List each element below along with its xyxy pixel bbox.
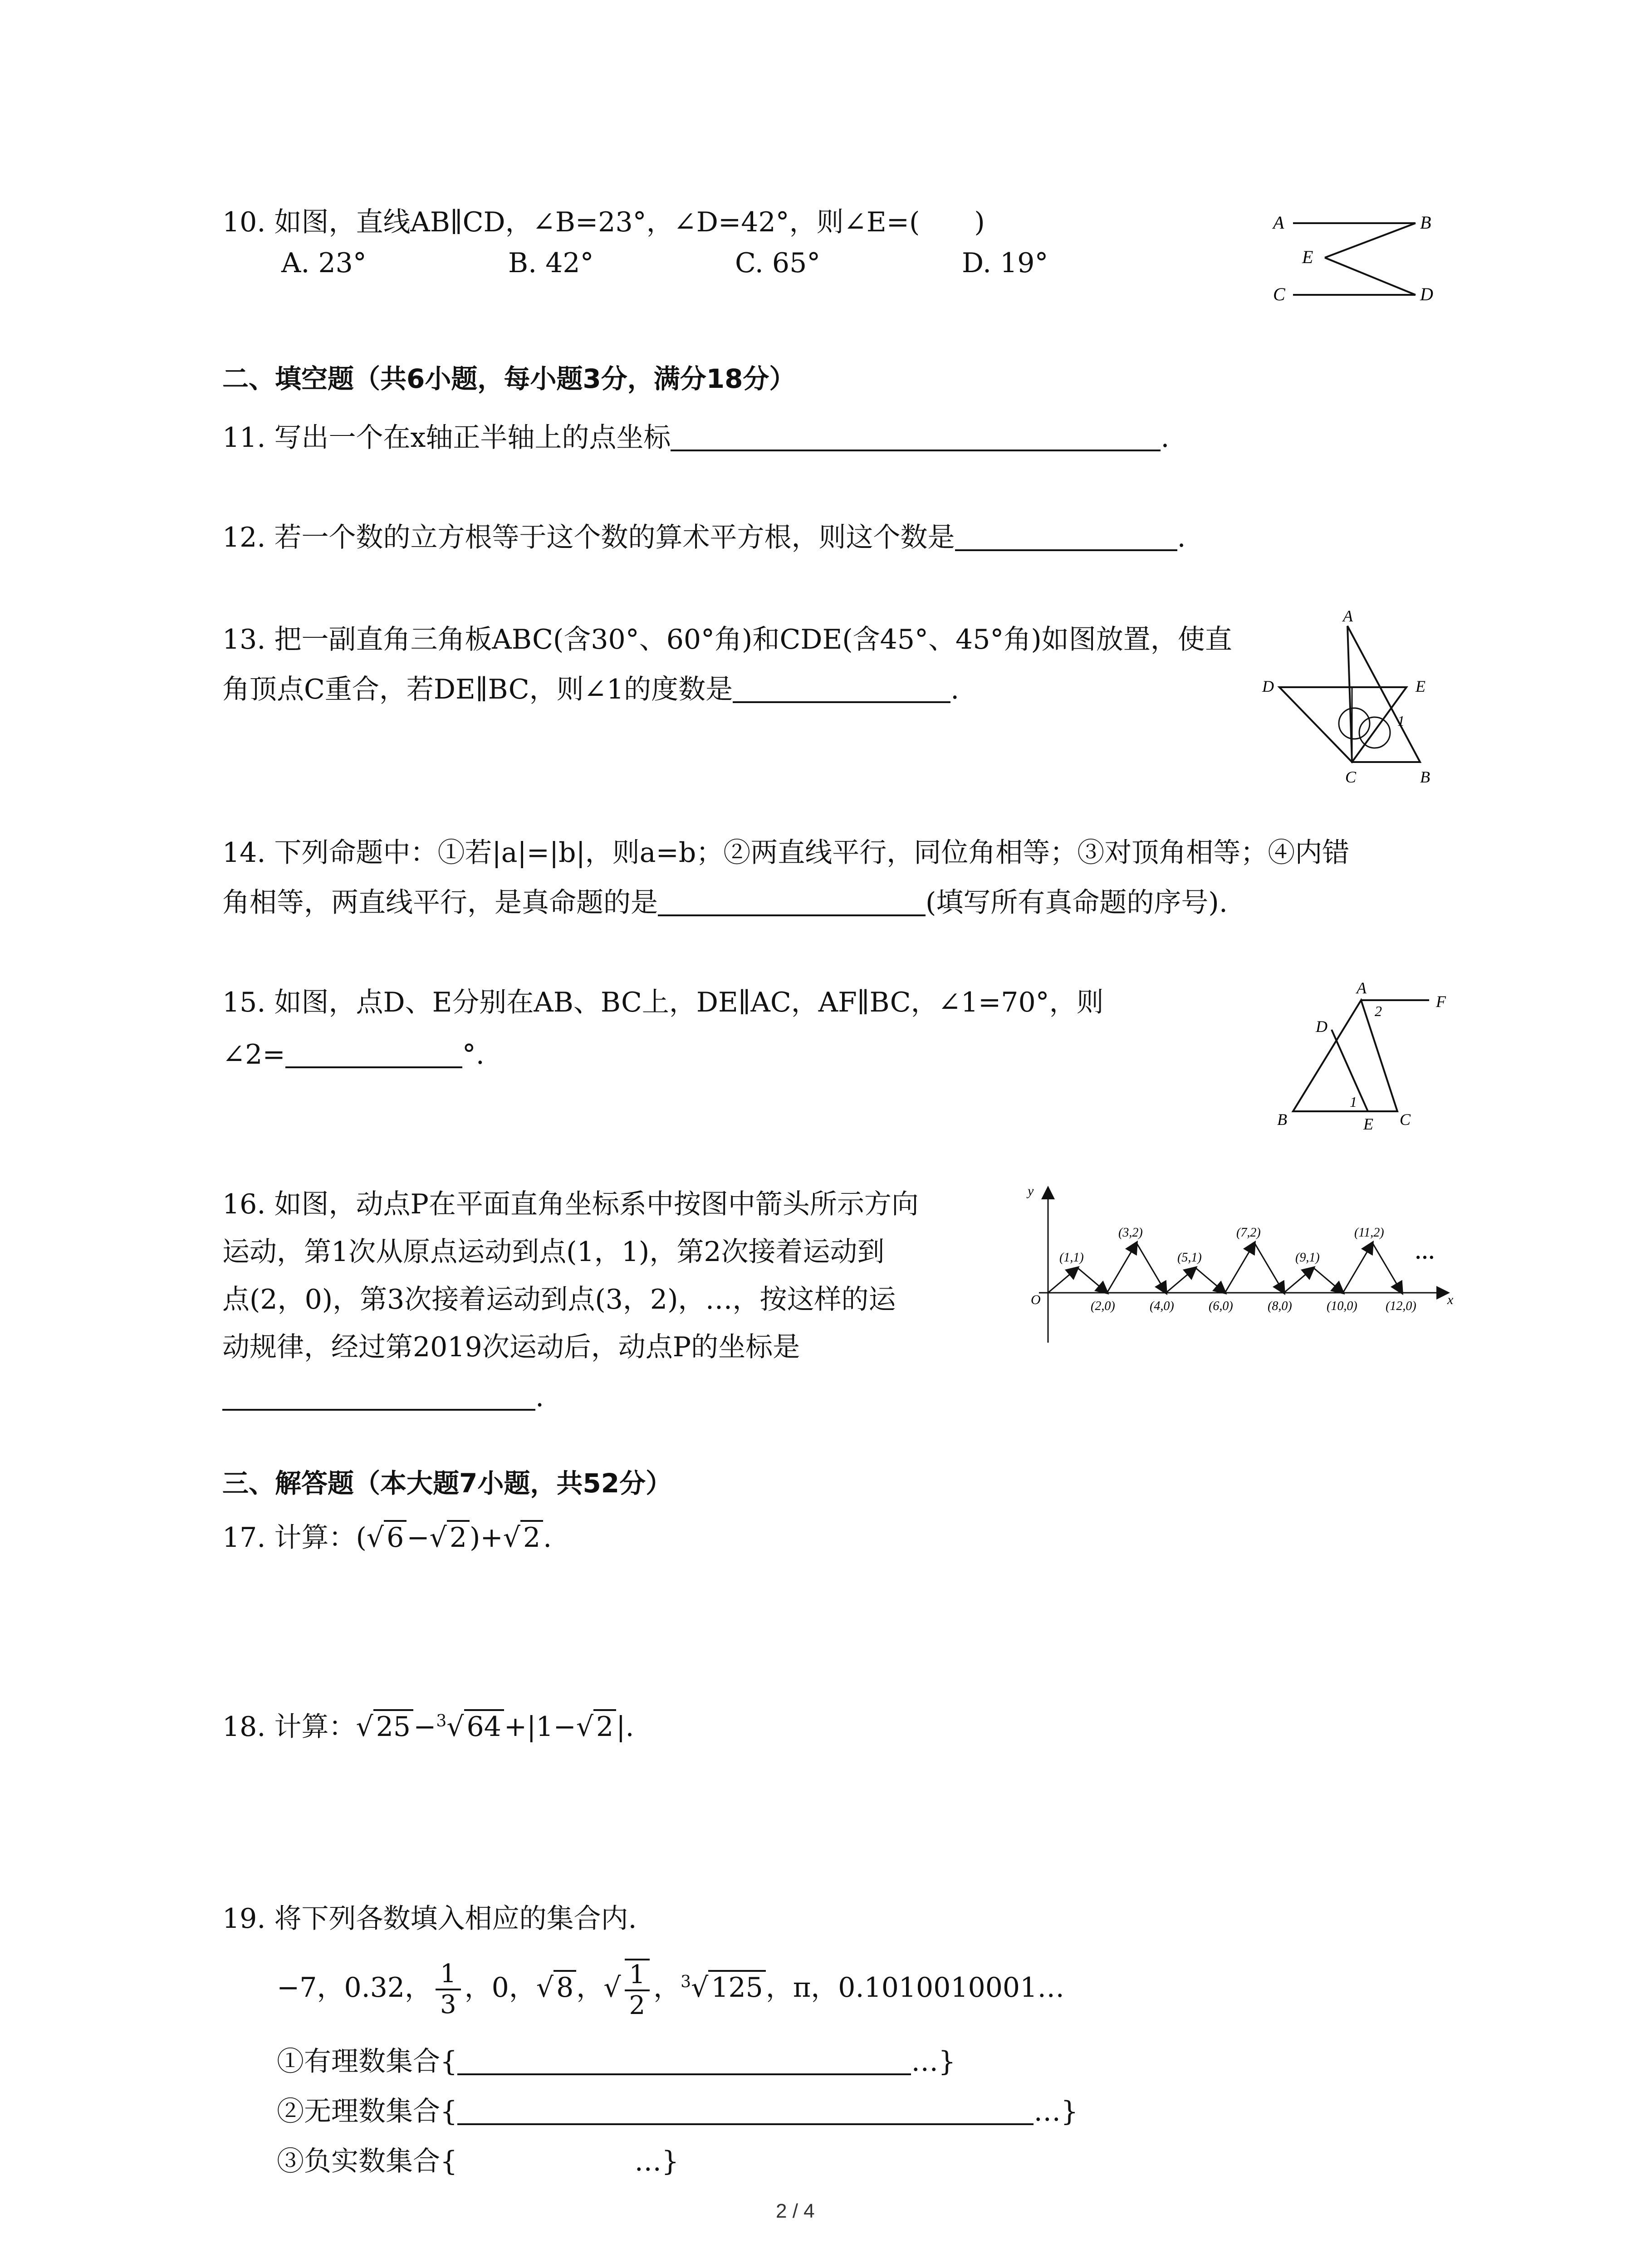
cbrt-64: √ 64: [446, 1709, 504, 1745]
q16-axis-y: y: [1028, 1183, 1034, 1198]
q19-numbers: −7，0.32， $\frac{1}{3}$ ，0，√ 8 ，√ $\frac{1}{2}$ ，$^3$√ 125 ，π，0.1010010001…: [277, 1950, 1064, 2020]
q14-answer-blank: [658, 889, 926, 916]
q13-answer-blank: [733, 676, 950, 703]
q13-label-e: E: [1416, 677, 1425, 695]
q10-option-c: C. 65°: [735, 247, 821, 279]
q16-top-label: (3,2): [1118, 1226, 1143, 1240]
q19-set-negative: ③负实数集合{ …}: [277, 2146, 679, 2177]
q15-line1: 15. 如图，点D、E分别在AB、BC上，DE∥AC，AF∥BC，∠1=70°，则: [222, 987, 1104, 1018]
q13-label-b: B: [1420, 768, 1430, 786]
q15-label-1: 1: [1350, 1094, 1357, 1110]
q16-path-segment: [1078, 1268, 1107, 1293]
q10-option-d: D. 19°: [962, 247, 1048, 279]
q16-top-label: (9,1): [1295, 1251, 1320, 1265]
q10-label-c: C: [1273, 284, 1285, 304]
q10-option-b: B. 42°: [508, 247, 594, 279]
q14-line1: 14. 下列命题中：①若|a|=|b|，则a=b；②两直线平行，同位角相等；③对顶角相等；④内错: [222, 837, 1350, 869]
q15-line2: ∠2= °.: [222, 1039, 485, 1070]
q17: 17. 计算：(√ 6 −√ 2 )+√ 2 .: [222, 1520, 552, 1556]
q16-top-label: (1,1): [1059, 1251, 1084, 1265]
sqrt-8: √ 8: [536, 1956, 576, 2019]
q13-label-a: A: [1343, 608, 1353, 625]
q16-bottom-label: (4,0): [1150, 1299, 1174, 1313]
q13-line1: 13. 把一副直角三角板ABC(含30°、60°角)和CDE(含45°、45°角)如图放置，使直: [222, 624, 1232, 655]
q19-irrational-blank: [457, 2098, 1034, 2125]
q16-bottom-label: (2,0): [1091, 1299, 1115, 1313]
q16-path-segment: [1048, 1268, 1078, 1293]
q16-line3: 点(2，0)，第3次接着运动到点(3，2)，…，按这样的运: [222, 1284, 896, 1315]
q10-stem: 10. 如图，直线AB∥CD，∠B=23°，∠D=42°，则∠E=( ): [222, 206, 985, 238]
q16-path-segment: [1195, 1268, 1225, 1293]
frac-1-2: $\frac{1}{2}$: [625, 1959, 650, 2020]
q13-figure: [1261, 608, 1452, 789]
q15-label-2: 2: [1375, 1003, 1382, 1019]
q10-figure: [1270, 200, 1443, 318]
q15-label-a: A: [1357, 979, 1367, 997]
q16-bottom-label: (8,0): [1268, 1299, 1292, 1313]
q16-axis-x: x: [1447, 1292, 1454, 1307]
sqrt-2b: √ 2: [503, 1520, 543, 1556]
q13-label-d: D: [1262, 677, 1274, 695]
q16-line4: 动规律，经过第2019次运动后，动点P的坐标是: [222, 1331, 800, 1363]
section-2-heading: 二、填空题（共6小题，每小题3分，满分18分）: [222, 363, 796, 394]
q12: 12. 若一个数的立方根等于这个数的算术平方根，则这个数是 .: [222, 522, 1186, 553]
q16-path-segment: [1254, 1243, 1284, 1293]
q10-label-d: D: [1420, 284, 1433, 304]
q10-label-a: A: [1273, 212, 1284, 233]
q16-path-segment: [1313, 1268, 1343, 1293]
q16-path-segment: [1372, 1243, 1402, 1293]
q16-bottom-label: (6,0): [1209, 1299, 1233, 1313]
q13-line2: 角顶点C重合，若DE∥BC，则∠1的度数是 .: [222, 674, 960, 705]
q12-answer-blank: [955, 524, 1177, 551]
q16-line2: 运动，第1次从原点运动到点(1，1)，第2次接着运动到: [222, 1236, 885, 1268]
q16-point-labels: [1059, 1226, 1416, 1313]
sqrt-2: √ 2: [430, 1520, 470, 1556]
frac-1-3: $\frac{1}{3}$: [436, 1960, 461, 2019]
q15-label-c: C: [1400, 1110, 1411, 1129]
q13-label-c: C: [1345, 768, 1357, 786]
q16-answer-blank: [222, 1383, 535, 1411]
q16-answer-line: .: [222, 1379, 544, 1415]
q10-label-e: E: [1302, 247, 1313, 267]
q16-top-label: (5,1): [1177, 1251, 1202, 1265]
q15-label-d: D: [1316, 1017, 1327, 1036]
q11-answer-blank: [671, 424, 1161, 451]
q15-figure: [1257, 975, 1456, 1134]
q16-path-segment: [1343, 1243, 1372, 1293]
q16-top-label: (11,2): [1354, 1226, 1384, 1240]
q15-label-f: F: [1436, 992, 1446, 1011]
sqrt-6: √ 6: [367, 1520, 407, 1556]
sqrt-2c: √ 2: [576, 1709, 616, 1745]
page-number: 2 / 4: [776, 2200, 815, 2222]
q16-line1: 16. 如图，动点P在平面直角坐标系中按图中箭头所示方向: [222, 1188, 919, 1220]
q10-option-a: A. 23°: [281, 247, 367, 279]
q16-path-segment: [1284, 1268, 1313, 1293]
q13-label-1: 1: [1397, 713, 1405, 729]
q16-bottom-label: (10,0): [1327, 1299, 1357, 1313]
q18: 18. 计算：√ 25 −$^3$√ 64 +|1−√ 2 |.: [222, 1703, 634, 1745]
q15-label-e: E: [1363, 1115, 1373, 1133]
q16-origin: O: [1031, 1292, 1041, 1307]
q19-rational-blank: [457, 2048, 911, 2075]
q15-label-b: B: [1277, 1110, 1287, 1129]
q14-line2: 角相等，两直线平行，是真命题的是 (填写所有真命题的序号).: [222, 887, 1228, 919]
cbrt-125: √ 125: [691, 1956, 766, 2019]
q16-path-segment: [1166, 1268, 1195, 1293]
q16-path-segment: [1107, 1243, 1136, 1293]
q16-path-segment: [1136, 1243, 1166, 1293]
q16-ellipsis: …: [1416, 1241, 1435, 1263]
q16-figure: [1021, 1179, 1456, 1347]
section-3-heading: 三、解答题（本大题7小题，共52分）: [222, 1468, 672, 1499]
q15-answer-blank: [285, 1041, 462, 1068]
q16-top-label: (7,2): [1236, 1226, 1261, 1240]
q16-motion-path: [1048, 1243, 1402, 1293]
q16-bottom-label: (12,0): [1386, 1299, 1416, 1313]
q16-path-segment: [1225, 1243, 1254, 1293]
q11: 11. 写出一个在x轴正半轴上的点坐标 .: [222, 422, 1170, 454]
q19-title: 19. 将下列各数填入相应的集合内.: [222, 1903, 637, 1935]
q19-set-irrational: ②无理数集合{ …}: [277, 2096, 1078, 2127]
q19-set-rational: ①有理数集合{ …}: [277, 2046, 956, 2077]
q10-label-b: B: [1420, 212, 1431, 233]
sqrt-25: √ 25: [356, 1709, 414, 1745]
